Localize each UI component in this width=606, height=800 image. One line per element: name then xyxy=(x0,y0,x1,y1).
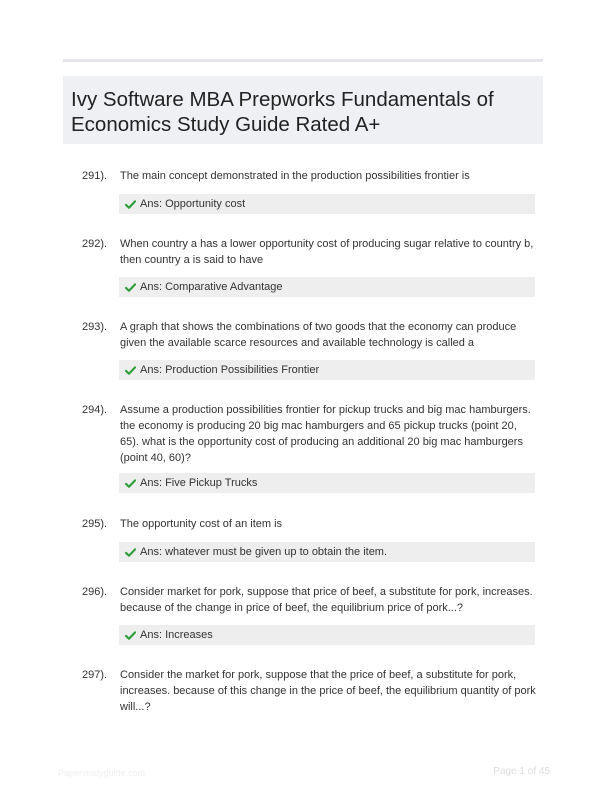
answer-box xyxy=(119,473,535,493)
question-number: 292). xyxy=(82,238,108,250)
answer-box xyxy=(119,360,535,380)
question-text: Assume a production possibilities frontier for pickup trucks and big mac hamburgers. the economy is producing 20 big mac hamburgers and 65 pickup trucks (point 20, 65). what is the opportunity cost of producing an additional 20 big mac hamburgers (point 40, 60)? xyxy=(120,404,531,464)
title-banner xyxy=(63,76,543,144)
question-number: 295). xyxy=(82,518,108,530)
answer-box xyxy=(119,194,535,214)
check-icon xyxy=(125,479,136,488)
answer-box xyxy=(119,277,535,297)
answer-text: Ans: Five Pickup Trucks xyxy=(140,477,258,489)
check-icon xyxy=(125,283,136,292)
answer-text: Ans: Comparative Advantage xyxy=(140,281,283,293)
check-icon xyxy=(125,548,136,557)
check-icon xyxy=(125,366,136,375)
answer-text: Ans: whatever must be given up to obtain the item. xyxy=(140,546,388,558)
question-text: Consider market for pork, suppose that price of beef, a substitute for pork, increases. because of the change in price of beef, the equilibrium price of pork...? xyxy=(120,586,533,614)
question-text: When country a has a lower opportunity cost of producing sugar relative to country b, then country a is said to have xyxy=(120,238,534,266)
question-number: 293). xyxy=(82,321,108,333)
question-text: A graph that shows the combinations of two goods that the economy can produce given the available scarce resources and available technology is called a xyxy=(120,321,517,349)
answer-box xyxy=(119,542,535,562)
answer-text: Ans: Production Possibilities Frontier xyxy=(140,364,320,376)
answer-box xyxy=(119,625,535,645)
check-icon xyxy=(125,200,136,209)
footer-watermark: Paperstudyguide.com xyxy=(58,768,146,778)
question-number: 294). xyxy=(82,404,108,416)
question-number: 297). xyxy=(82,669,108,681)
question-text: The opportunity cost of an item is xyxy=(120,518,283,530)
question-number: 291). xyxy=(82,170,108,182)
check-icon xyxy=(125,631,136,640)
answer-text: Ans: Increases xyxy=(140,629,213,641)
question-text: The main concept demonstrated in the production possibilities frontier is xyxy=(120,170,470,182)
page-number: Page 1 of 45 xyxy=(493,766,550,777)
top-divider xyxy=(63,59,543,62)
answer-text: Ans: Opportunity cost xyxy=(140,198,246,210)
question-number: 296). xyxy=(82,586,108,598)
document-title: Ivy Software MBA Prepworks Fundamentals of Economics Study Guide Rated A+ xyxy=(71,88,494,136)
question-text: Consider the market for pork, suppose that the price of beef, a substitute for pork, increases. because of this change in the price of beef, the equilibrium quantity of pork will...? xyxy=(120,669,536,713)
